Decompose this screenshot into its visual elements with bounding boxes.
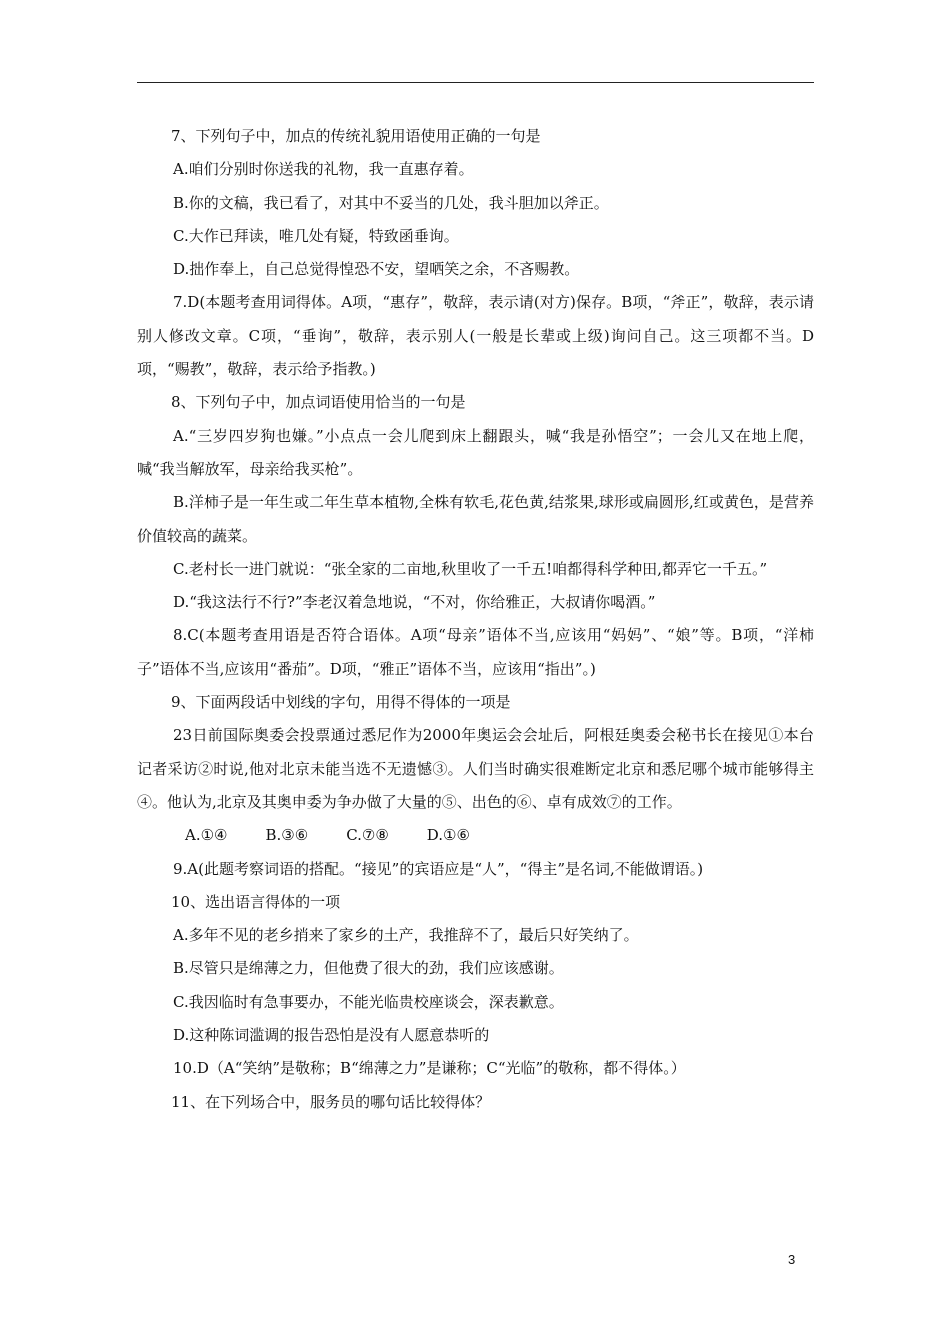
q9-choice-d: D.①⑥ bbox=[426, 826, 470, 845]
q10-answer: 10.D（A“笑纳”是敬称；B“绵薄之力”是谦称；C“光临”的敬称，都不得体。） bbox=[173, 1059, 686, 1078]
document-body bbox=[137, 120, 814, 1119]
q7-option-d: D.拙作奉上，自己总觉得惶恐不安，望哂笑之余，不吝赐教。 bbox=[173, 260, 580, 279]
q8-option-c: C.老村长一进门就说：“张全家的二亩地,秋里收了一千五!咱都得科学种田,都弄它一千五。” bbox=[173, 559, 768, 578]
q9-choice-b: B.③⑥ bbox=[265, 826, 309, 845]
q7-option-a: A.咱们分别时你送我的礼物，我一直惠存着。 bbox=[173, 160, 474, 179]
q8-option-b: B.洋柿子是一年生或二年生草本植物,全株有软毛,花色黄,结浆果,球形或扁圆形,红或黄色，是营养价值较高的蔬菜。 bbox=[137, 493, 814, 545]
q8-answer: 8.C(本题考查用语是否符合语体。A项“母亲”语体不当,应该用“妈妈”、“娘”等。B项，“洋柿子”语体不当,应该用“番茄”。D项，“雅正”语体不当，应该用“指出”。) bbox=[137, 626, 814, 678]
q10-option-d: D.这种陈词滥调的报告恐怕是没有人愿意恭听的 bbox=[173, 1026, 490, 1045]
q9-question: 9、下面两段话中划线的字句，用得不得体的一项是 bbox=[171, 693, 511, 712]
page-number: 3 bbox=[788, 1252, 796, 1267]
q7-answer: 7.D(本题考查用词得体。A项，“惠存”，敬辞，表示请(对方)保存。B项，“斧正”，敬辞，表示请别人修改文章。C项，“垂询”，敬辞，表示别人(一般是长辈或上级)询问自己。这三项都不当。D项，“赐教”，敬辞，表示给予指教。) bbox=[137, 293, 814, 379]
q9-passage: 23日前国际奥委会投票通过悉尼作为2000年奥运会会址后，阿根廷奥委会秘书长在接见①本台记者采访②时说,他对北京未能当选不无遗憾③。人们当时确实很难断定北京和悉尼哪个城市能够得主④。他认为,北京及其奥申委为争办做了大量的⑤、出色的⑥、卓有成效⑦的工作。 bbox=[137, 726, 814, 811]
q9-answer: 9.A(此题考察词语的搭配。“接见”的宾语应是“人”，“得主”是名词,不能做谓语。) bbox=[173, 859, 704, 878]
q9-choice-a: A.①④ bbox=[185, 826, 228, 845]
q8-option-d: D.“我这法行不行?”李老汉着急地说，“不对，你给雅正，大叔请你喝酒。” bbox=[173, 593, 656, 612]
q7-question: 7、下列句子中，加点的传统礼貌用语使用正确的一句是 bbox=[171, 127, 541, 145]
q8-option-a: A.“三岁四岁狗也嫌。”小点点一会儿爬到床上翻跟头，喊“我是孙悟空”；一会儿又在地上爬，喊“我当解放军，母亲给我买枪”。 bbox=[137, 426, 814, 478]
q10-option-c: C.我因临时有急事要办，不能光临贵校座谈会，深表歉意。 bbox=[173, 992, 564, 1011]
q10-option-a: A.多年不见的老乡捎来了家乡的土产，我推辞不了，最后只好笑纳了。 bbox=[173, 926, 639, 945]
q7-option-c: C.大作已拜读，唯几处有疑，特致函垂询。 bbox=[173, 226, 459, 245]
q9-choices bbox=[137, 819, 814, 852]
q10-question: 10、选出语言得体的一项 bbox=[171, 892, 341, 911]
q9-choice-c: C.⑦⑧ bbox=[346, 826, 389, 845]
q10-option-b: B.尽管只是绵薄之力，但他费了很大的劲，我们应该感谢。 bbox=[173, 959, 564, 978]
q11-question: 11、在下列场合中，服务员的哪句话比较得体？ bbox=[171, 1092, 491, 1111]
header-rule bbox=[137, 82, 814, 83]
q7-option-b: B.你的文稿，我已看了，对其中不妥当的几处，我斗胆加以斧正。 bbox=[173, 193, 609, 212]
q8-question: 8、下列句子中，加点词语使用恰当的一句是 bbox=[171, 393, 466, 412]
